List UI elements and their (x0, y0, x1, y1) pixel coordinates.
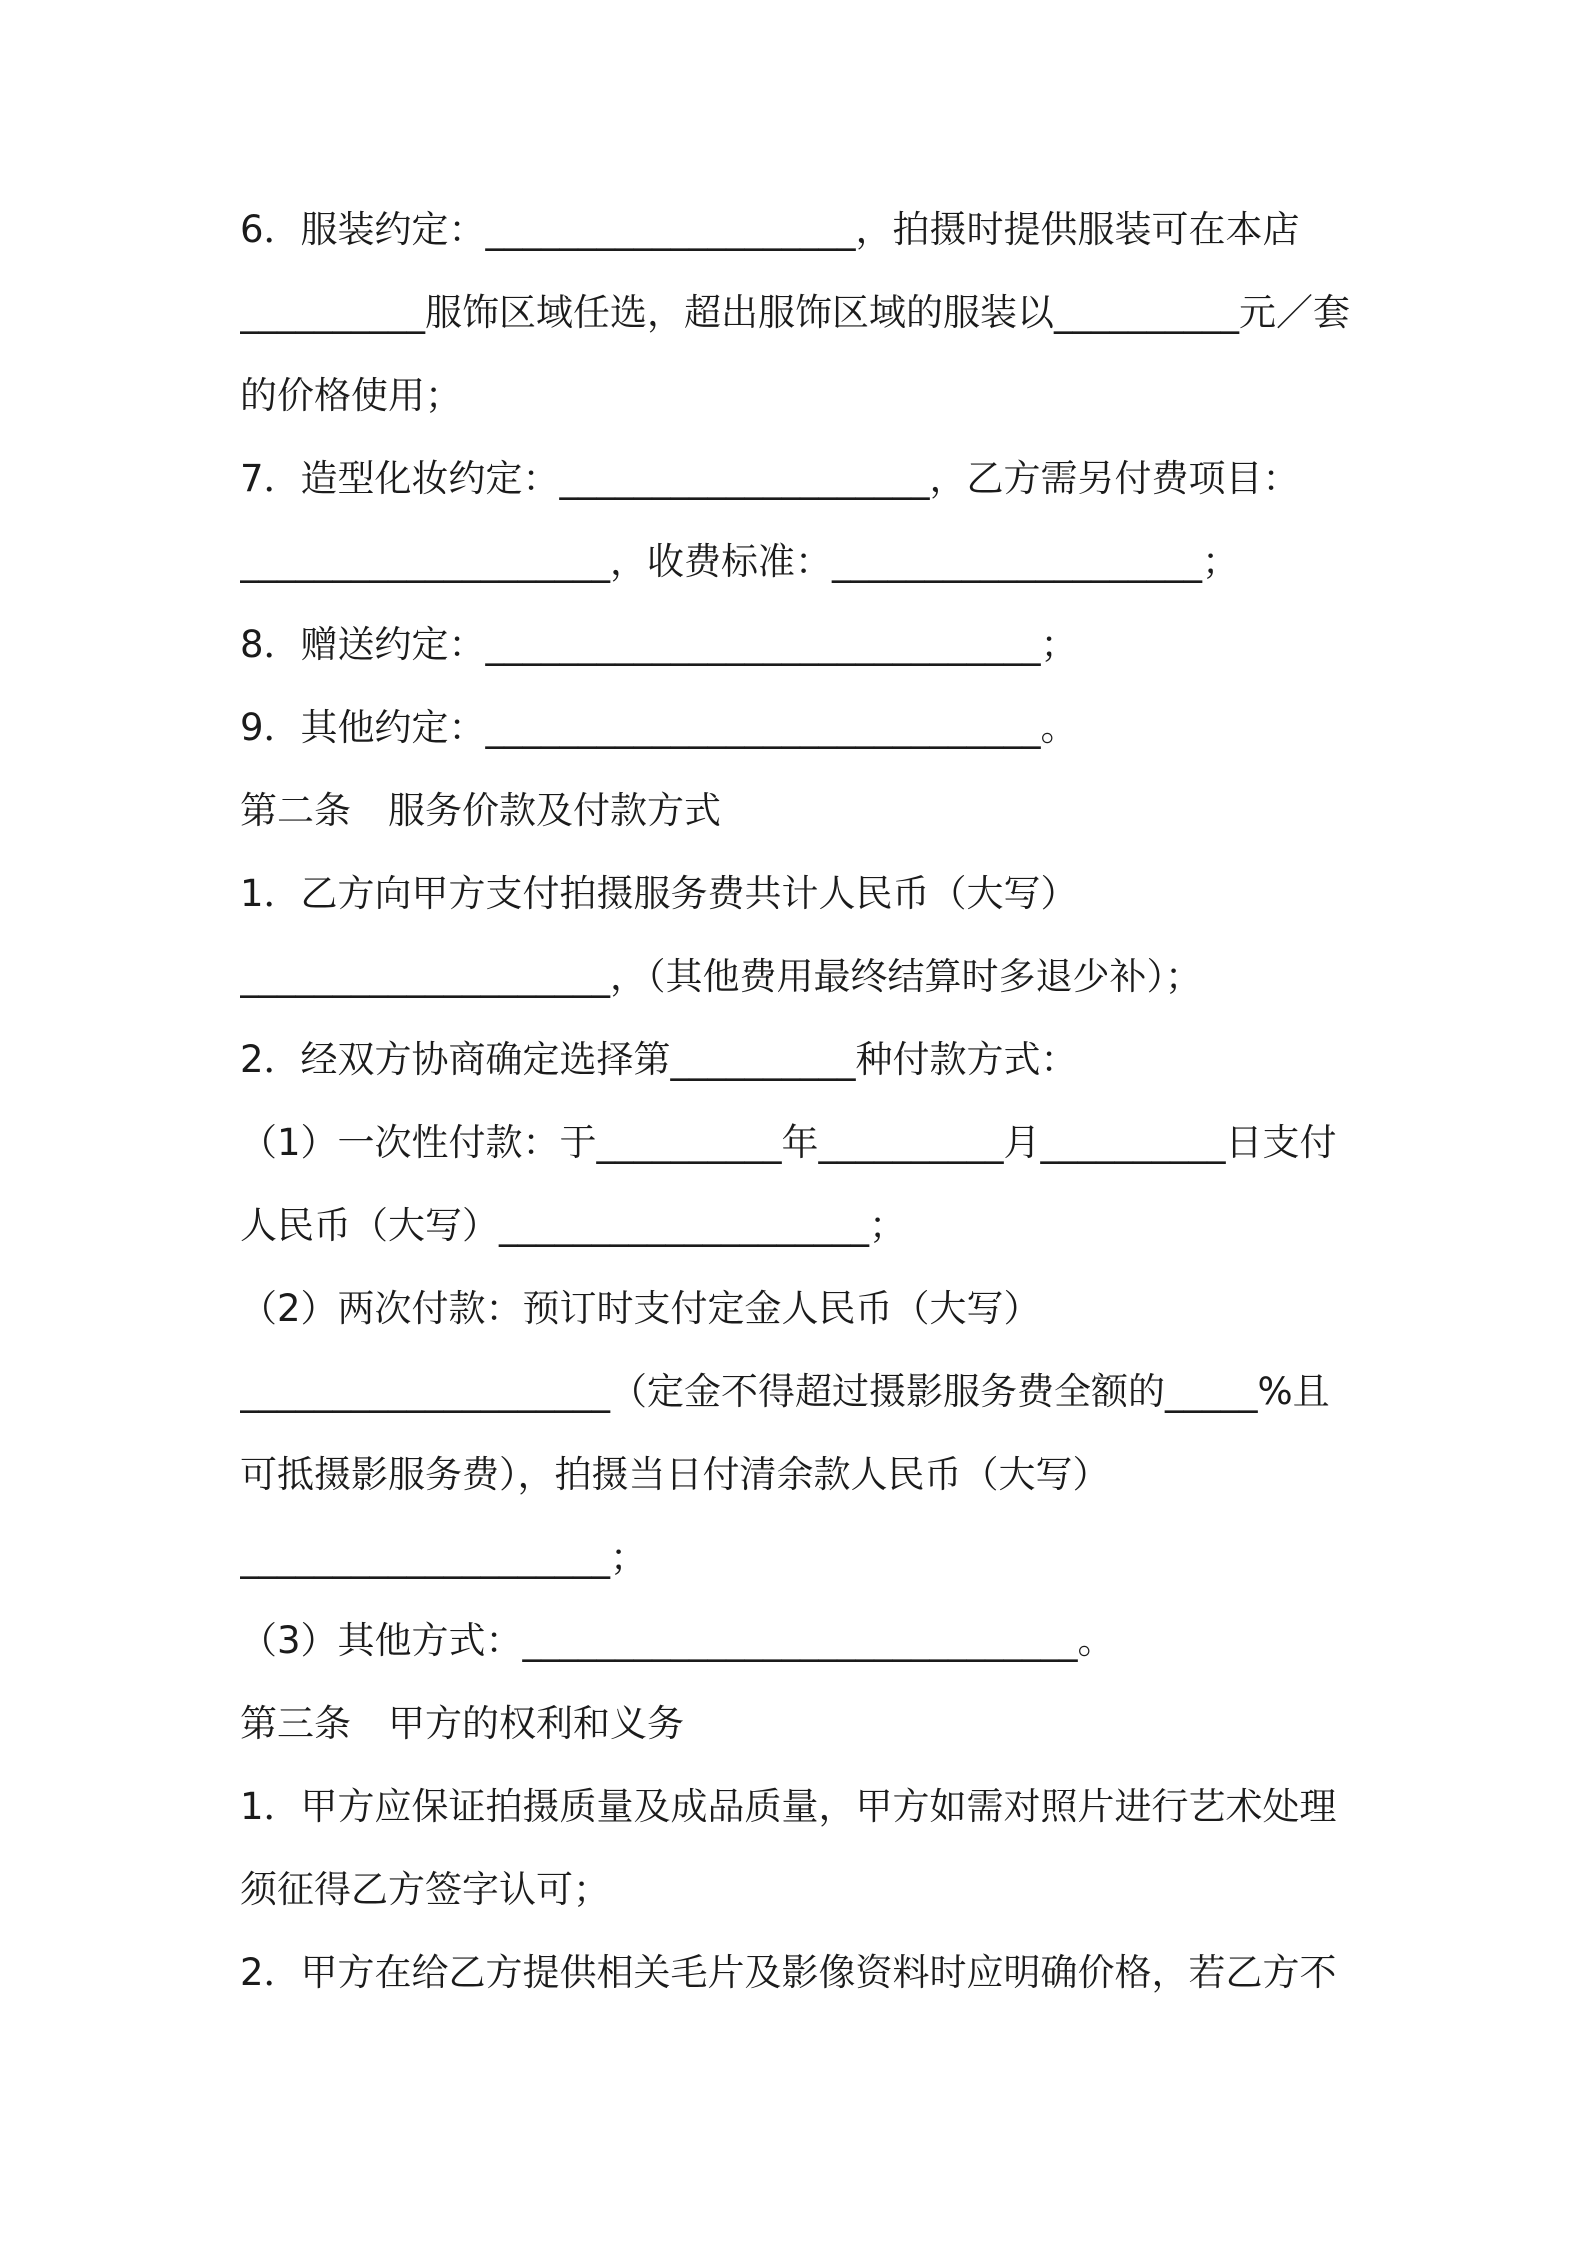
payment-option-2-line-3: 可抵摄影服务费），拍摄当日付清余款人民币（大写） (240, 1453, 1110, 1496)
article-2-heading: 第二条 服务价款及付款方式 (240, 789, 721, 832)
article-2-item-2: 2．经双方协商确定选择第__________种付款方式： (240, 1038, 1078, 1081)
payment-option-3: （3）其他方式：______________________________。 (240, 1619, 1115, 1662)
article-3-heading: 第三条 甲方的权利和义务 (240, 1702, 684, 1745)
clause-7-makeup-line-2: ____________________，收费标准：____________________； (240, 540, 1239, 583)
clause-6-clothing-line-2: __________服饰区域任选，超出服饰区域的服装以__________元／套 (240, 291, 1350, 334)
payment-option-2-line-2: ____________________（定金不得超过摄影服务费全额的_____%且 (240, 1370, 1330, 1413)
clause-6-clothing-line-3: 的价格使用； (240, 374, 462, 417)
article-3-item-2-line-1: 2．甲方在给乙方提供相关毛片及影像资料时应明确价格，若乙方不 (240, 1951, 1337, 1994)
payment-option-2-line-1: （2）两次付款：预订时支付定金人民币（大写） (240, 1287, 1041, 1330)
article-2-item-1-line-2: ____________________，（其他费用最终结算时多退少补）； (240, 955, 1202, 998)
clause-8-gift: 8．赠送约定：______________________________； (240, 623, 1078, 666)
payment-option-2-line-4: ____________________； (240, 1536, 647, 1579)
payment-option-1-line-2: 人民币（大写）____________________； (240, 1204, 906, 1247)
article-3-item-1-line-2: 须征得乙方签字认可； (240, 1868, 610, 1911)
clause-6-clothing-line-1: 6．服装约定：____________________，拍摄时提供服装可在本店 (240, 208, 1300, 251)
clause-9-other: 9．其他约定：______________________________。 (240, 706, 1078, 749)
payment-option-1-line-1: （1）一次性付款：于__________年__________月__________日支付 (240, 1121, 1337, 1164)
article-2-item-1-line-1: 1．乙方向甲方支付拍摄服务费共计人民币（大写） (240, 872, 1078, 915)
article-3-item-1-line-1: 1．甲方应保证拍摄质量及成品质量，甲方如需对照片进行艺术处理 (240, 1785, 1337, 1828)
clause-7-makeup-line-1: 7．造型化妆约定：____________________，乙方需另付费项目： (240, 457, 1300, 500)
